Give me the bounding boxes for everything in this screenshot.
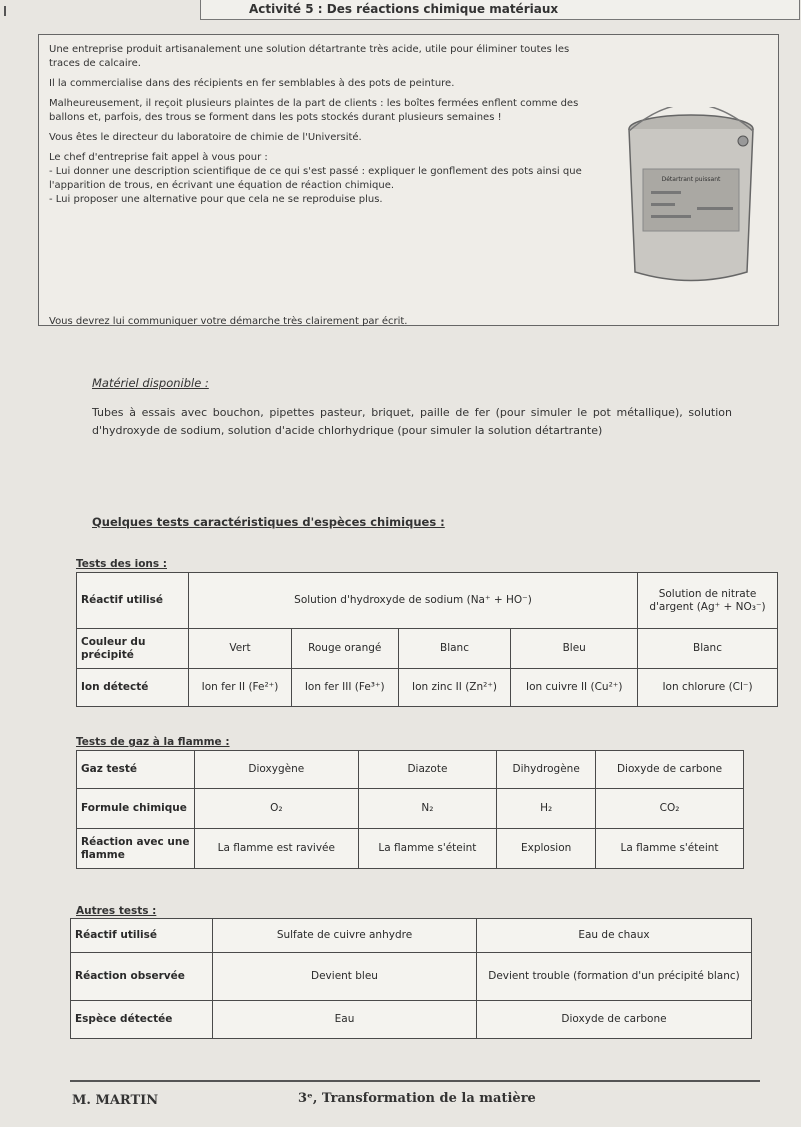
table-cell: Réactif utilisé [71,919,213,953]
table-cell: Ion détecté [77,669,189,707]
gaz-table [76,750,744,869]
table-cell: Réactif utilisé [77,573,189,629]
footer-course: 3ᵉ, Transformation de la matière [298,1091,536,1106]
table-cell: H₂ [497,789,596,829]
table-cell: O₂ [195,789,359,829]
scenario-closing: Vous devrez lui communiquer votre démarche très clairement par écrit. [49,316,408,327]
ions-table-caption: Tests des ions : [76,558,167,570]
corner-mark [4,6,12,16]
table-cell: Blanc [398,629,511,669]
table-cell: Dioxyde de carbone [596,751,744,789]
scenario-paragraph: - Lui proposer une alternative pour que cela ne se reproduise plus. [49,194,383,205]
table-cell: Ion chlorure (Cl⁻) [638,669,778,707]
table-cell: Devient bleu [213,953,477,1001]
materiel-label: Matériel disponible : [92,376,209,390]
scenario-paragraph: Malheureusement, il reçoit plusieurs plaintes de la part de clients : les boîtes fermées enflent comme des ballons et, parfois, des trous se forment dans les pots stockés durant plusieurs semaines ! [49,98,579,123]
table-cell: Dioxygène [195,751,359,789]
materiel-text: Tubes à essais avec bouchon, pipettes pasteur, briquet, paille de fer (pour simuler le pot métallique), solution d'hydroxyde de sodium, solution d'acide chlorhydrique (pour simuler la solution détartrante) [92,406,732,437]
table-cell: Diazote [358,751,497,789]
footer-divider [70,1080,760,1082]
table-cell: Couleur du précipité [77,629,189,669]
paint-bucket-illustration [621,107,761,287]
autres-table-caption: Autres tests : [76,905,157,917]
tests-label: Quelques tests caractéristiques d'espèces chimiques : [92,515,445,529]
table-cell: Réaction observée [71,953,213,1001]
table-cell: CO₂ [596,789,744,829]
table-cell: Eau de chaux [477,919,752,953]
scenario-paragraph: Il la commercialise dans des récipients en fer semblables à des pots de peinture. [49,78,455,89]
table-cell: Dihydrogène [497,751,596,789]
table-cell: La flamme est ravivée [195,829,359,869]
table-cell: Vert [189,629,292,669]
table-cell: Solution de nitrate d'argent (Ag⁺ + NO₃⁻) [638,573,778,629]
table-cell: Explosion [497,829,596,869]
scenario-paragraph: - Lui donner une description scientifique de ce qui s'est passé : expliquer le gonflement des pots ainsi que l'apparition de trous, en écrivant une équation de réaction chimique. [49,166,582,191]
ions-table [76,572,778,707]
table-cell: Devient trouble (formation d'un précipité blanc) [477,953,752,1001]
scenario-paragraph: Vous êtes le directeur du laboratoire de chimie de l'Université. [49,132,362,143]
table-cell: Solution d'hydroxyde de sodium (Na⁺ + HO⁻) [189,573,638,629]
page-title: Activité 5 : Des réactions chimique matériaux [200,0,800,20]
table-cell: Ion fer III (Fe³⁺) [291,669,398,707]
scenario-box [38,34,779,326]
table-cell: Réaction avec une flamme [77,829,195,869]
table-cell: Rouge orangé [291,629,398,669]
table-cell: Dioxyde de carbone [477,1001,752,1039]
table-cell: Blanc [638,629,778,669]
table-cell: Sulfate de cuivre anhydre [213,919,477,953]
table-cell: N₂ [358,789,497,829]
table-cell: Formule chimique [77,789,195,829]
table-cell: Ion cuivre II (Cu²⁺) [511,669,638,707]
scenario-text [49,43,589,327]
autres-table [70,918,752,1039]
table-cell: La flamme s'éteint [596,829,744,869]
table-cell: Bleu [511,629,638,669]
table-cell: Ion zinc II (Zn²⁺) [398,669,511,707]
table-cell: Ion fer II (Fe²⁺) [189,669,292,707]
scenario-paragraph: Une entreprise produit artisanalement une solution détartrante très acide, utile pour éliminer toutes les traces de calcaire. [49,44,570,69]
table-cell: Gaz testé [77,751,195,789]
gaz-table-caption: Tests de gaz à la flamme : [76,736,230,748]
bucket-label: Détartrant puissant [661,176,721,183]
scenario-paragraph: Le chef d'entreprise fait appel à vous pour : [49,152,268,163]
table-cell: Espèce détectée [71,1001,213,1039]
table-cell: Eau [213,1001,477,1039]
footer-author: M. MARTIN [72,1093,159,1108]
table-cell: La flamme s'éteint [358,829,497,869]
